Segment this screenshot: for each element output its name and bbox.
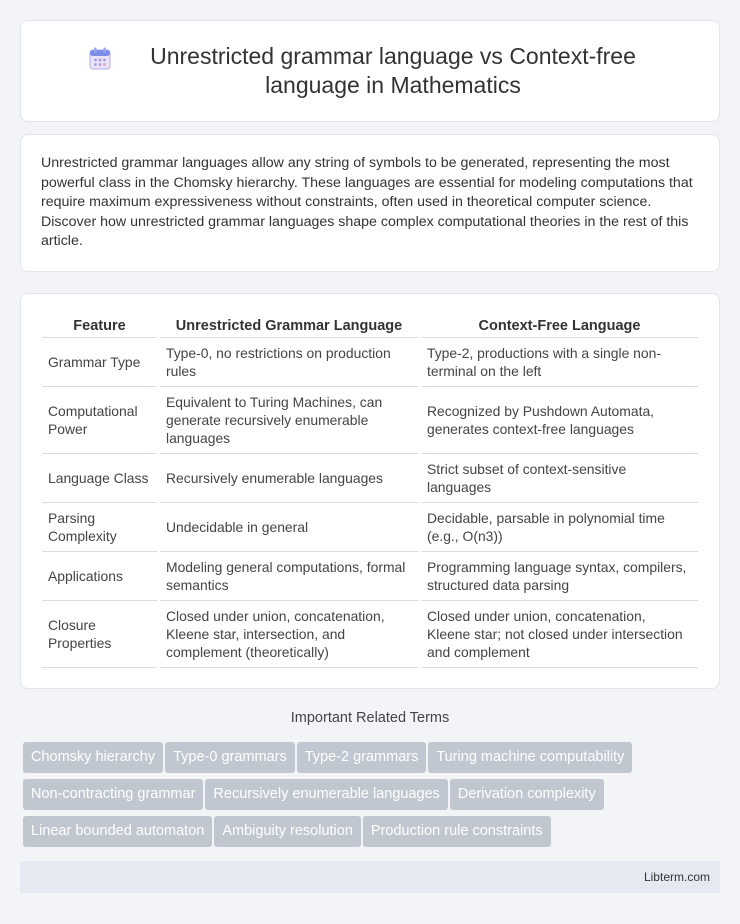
comparison-card: [20, 293, 720, 689]
term-tag[interactable]: Production rule constraints: [363, 816, 551, 847]
cell-feature: Computational Power: [42, 387, 157, 454]
cell-unrestricted: Undecidable in general: [160, 503, 418, 552]
term-tag[interactable]: Type-0 grammars: [165, 742, 295, 773]
cell-context-free: Programming language syntax, compilers, structured data parsing: [421, 552, 698, 601]
header-feature: Feature: [42, 313, 157, 338]
cell-unrestricted: Closed under union, concatenation, Kleene star, intersection, and complement (theoretically): [160, 601, 418, 668]
intro-paragraph: Unrestricted grammar languages allow any string of symbols to be generated, representing the most powerful class in the Chomsky hierarchy. These languages are essential for modeling computations that require maximum expressiveness without constraints, often used in theoretical computer science. Discover how unrestricted grammar languages shape complex computational theories in the rest of this article.: [41, 155, 693, 250]
intro-card: [20, 134, 720, 272]
header-context-free: Context-Free Language: [421, 313, 698, 338]
related-terms-heading: Important Related Terms: [290, 710, 450, 726]
cell-feature: Applications: [42, 552, 157, 601]
table-row: [42, 601, 698, 668]
cell-context-free: Type-2, productions with a single non-terminal on the left: [421, 338, 698, 387]
table-row: [42, 503, 698, 552]
calendar-icon: [87, 46, 113, 72]
cell-context-free: Decidable, parsable in polynomial time (e.g., O(n3)): [421, 503, 698, 552]
table-row: [42, 454, 698, 503]
cell-feature: Parsing Complexity: [42, 503, 157, 552]
term-tag[interactable]: Chomsky hierarchy: [23, 742, 163, 773]
table-row: [42, 552, 698, 601]
table-header-row: [42, 313, 698, 338]
cell-feature: Closure Properties: [42, 601, 157, 668]
table-row: [42, 338, 698, 387]
cell-unrestricted: Equivalent to Turing Machines, can generate recursively enumerable languages: [160, 387, 418, 454]
footer-site-link[interactable]: Libterm.com: [643, 870, 710, 884]
comparison-table: [39, 313, 701, 668]
cell-context-free: Recognized by Pushdown Automata, generates context-free languages: [421, 387, 698, 454]
cell-unrestricted: Type-0, no restrictions on production rules: [160, 338, 418, 387]
cell-context-free: Strict subset of context-sensitive languages: [421, 454, 698, 503]
term-tag[interactable]: Type-2 grammars: [297, 742, 427, 773]
title-card: [20, 20, 720, 122]
cell-feature: Grammar Type: [42, 338, 157, 387]
footer: [20, 861, 720, 893]
cell-context-free: Closed under union, concatenation, Kleene star; not closed under intersection and complement: [421, 601, 698, 668]
term-tag[interactable]: Ambiguity resolution: [214, 816, 361, 847]
related-terms-list: [23, 742, 717, 853]
term-tag[interactable]: Recursively enumerable languages: [205, 779, 448, 810]
cell-unrestricted: Recursively enumerable languages: [160, 454, 418, 503]
table-row: [42, 387, 698, 454]
term-tag[interactable]: Turing machine computability: [428, 742, 632, 773]
page-title: Unrestricted grammar language vs Context-free language in Mathematics: [150, 43, 636, 98]
term-tag[interactable]: Linear bounded automaton: [23, 816, 212, 847]
term-tag[interactable]: Derivation complexity: [450, 779, 604, 810]
cell-unrestricted: Modeling general computations, formal semantics: [160, 552, 418, 601]
term-tag[interactable]: Non-contracting grammar: [23, 779, 203, 810]
cell-feature: Language Class: [42, 454, 157, 503]
header-unrestricted: Unrestricted Grammar Language: [160, 313, 418, 338]
